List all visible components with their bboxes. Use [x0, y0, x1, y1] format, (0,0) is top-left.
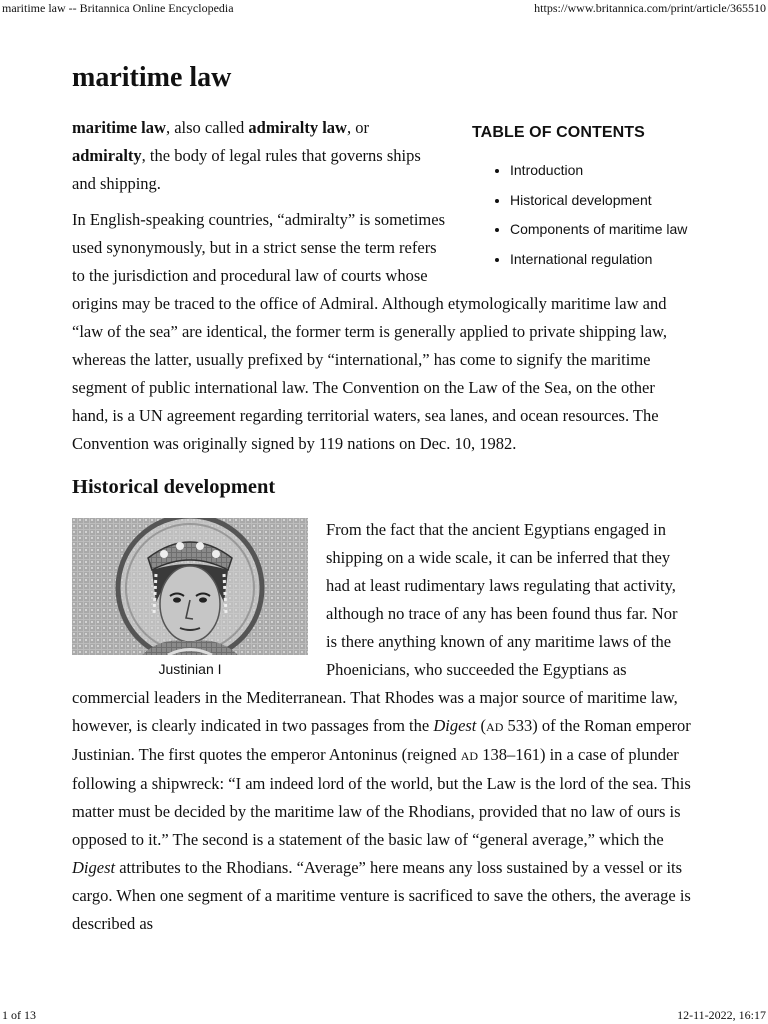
era-abbrev: AD — [486, 720, 504, 734]
paragraph-text: 138–161) in a case of plunder following a shipwreck: “I am indeed lord of the world, but the Law is the lord of the sea. This matter must be decided by the maritime law of the Rhodians, provided that no law of ours is opposed to it.” The second is a statement of the basic law of “general average,” which the — [72, 745, 691, 849]
print-footer — [0, 1006, 768, 1024]
paragraph-text: 533) of the Roman emperor Justinian. The first quotes the emperor Antoninus (reigned — [72, 716, 691, 764]
term-admiralty: admiralty — [72, 146, 142, 165]
page-counter: 1 of 13 — [2, 1008, 36, 1022]
justinian-figure — [72, 518, 308, 677]
toc-link[interactable]: Introduction — [510, 162, 584, 178]
digest-title: Digest — [72, 858, 116, 877]
body-paragraph: In English-speaking countries, “admiralty” is sometimes used synonymously, but in a strict sense the term refers to the jurisdiction and procedural law of courts whose origins may be traced to the office of Admiral. Although etymologically maritime law and “law of the sea” are identical, the former term is generally applied to private shipping law, whereas the latter, usually prefixed by “international,” has come to signify the maritime segment of public international law. The Convention on the Law of the Sea, on the other hand, is a UN agreement regarding territorial waters, sea lanes, and ocean resources. The Convention was originally signed by 119 nations on Dec. 10, 1982. — [72, 210, 667, 453]
era-abbrev: AD — [460, 749, 479, 763]
term-admiralty-law: admiralty law — [248, 118, 347, 137]
print-url: https://www.britannica.com/print/article/365510 — [534, 1, 766, 15]
paragraph-text: From the fact that the ancient Egyptians engaged in shipping on a wide scale, it can be inferred that they had at least rudimentary laws regulating that activity, although no trace of any has been found thus far. Nor is there anything known of any maritime laws of the Phoenicians, who succeeded the Egyptians as commercial leaders in the Mediterranean. That Rhodes was a major source of maritime law, however, is clearly indicated in two passages from the — [72, 520, 678, 735]
toc-list — [472, 160, 712, 269]
paragraph-text: ( — [476, 716, 487, 735]
print-datetime: 12-11-2022, 16:17 — [677, 1008, 766, 1022]
toc-link[interactable]: International regulation — [510, 251, 653, 268]
article — [72, 58, 692, 946]
toc-item-international-regulation[interactable] — [510, 249, 712, 269]
print-header — [0, 0, 768, 16]
toc-item-introduction[interactable] — [510, 160, 712, 180]
intro-text: , the body of legal rules that governs ships and shipping. — [72, 146, 421, 193]
digest-title: Digest — [433, 716, 477, 735]
table-of-contents — [472, 114, 712, 279]
paragraph-text: attributes to the Rhodians. “Average” here means any loss sustained by a vessel or its cargo. When one segment of a maritime venture is sacrificed to save the others, the average is described as — [72, 858, 691, 933]
term-maritime-law: maritime law — [72, 118, 166, 137]
intro-text: , also called — [165, 118, 249, 137]
toc-item-historical-development[interactable] — [510, 190, 712, 210]
print-page-title: maritime law -- Britannica Online Encyclopedia — [2, 1, 234, 15]
toc-item-components[interactable] — [510, 219, 712, 239]
article-title: maritime law — [72, 62, 232, 93]
intro-text: , or — [346, 118, 369, 137]
toc-link[interactable]: Historical development — [510, 191, 652, 208]
figure-caption: Justinian I — [158, 661, 222, 677]
toc-link[interactable]: Components of maritime law — [510, 221, 688, 238]
section-heading: Historical development — [72, 476, 276, 498]
toc-heading: TABLE OF CONTENTS — [472, 124, 645, 141]
justinian-mosaic-image — [72, 518, 308, 655]
